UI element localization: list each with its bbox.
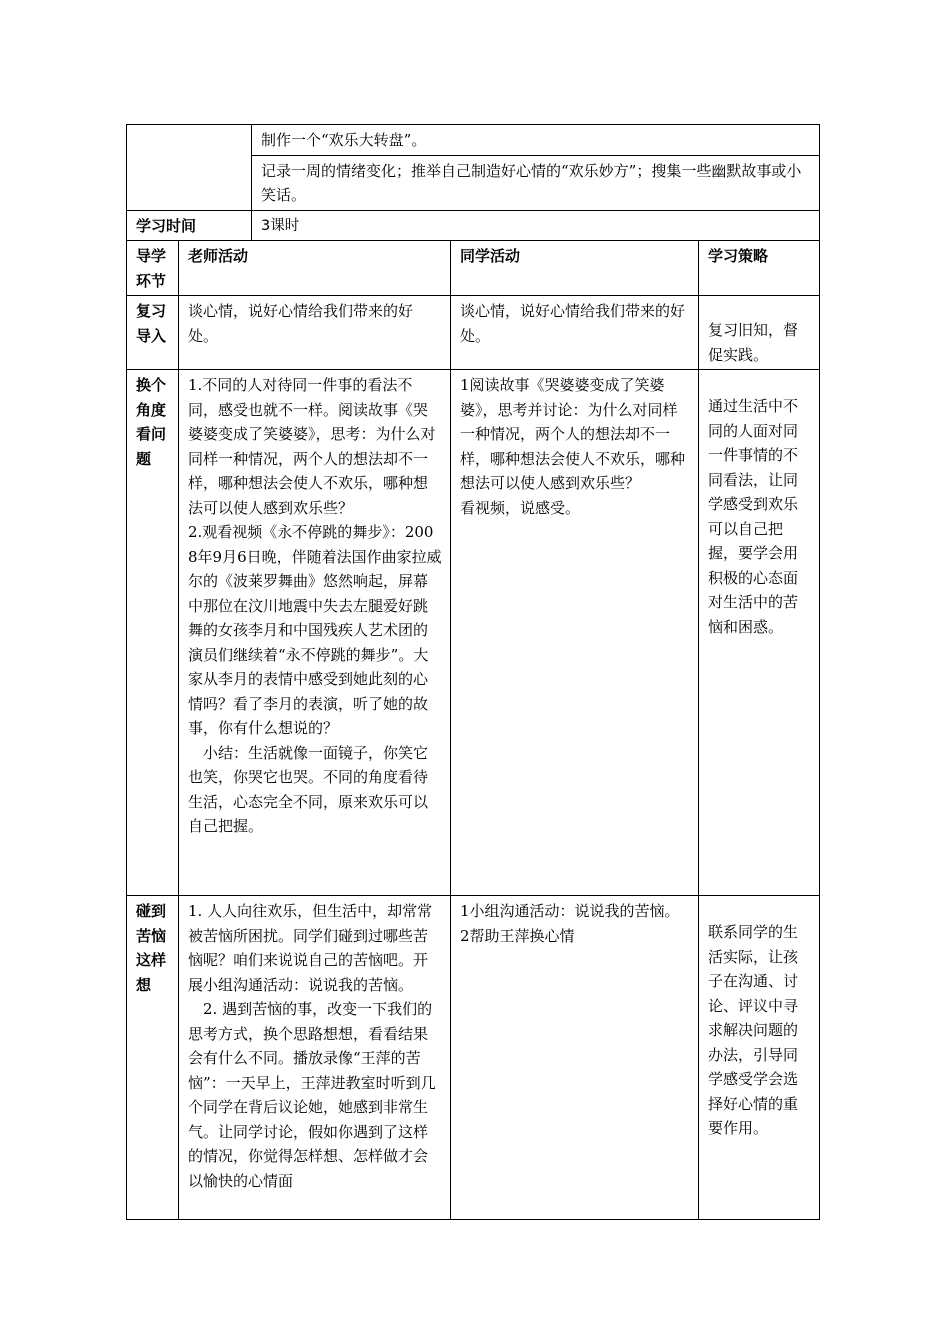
prep-activity-row	[127, 125, 820, 156]
teacher-paragraph: 小结：生活就像一面镜子，你笑它也笑，你哭它也哭。不同的角度看待生活，心态完全不同，原来欢乐可以自己把握。	[188, 743, 429, 835]
strategy-cell	[699, 896, 820, 1220]
stage-cell: 换个角度看问题	[127, 370, 179, 896]
teacher-paragraph: 谈心情，说好心情给我们带来的好处。	[188, 302, 414, 345]
teacher-paragraph: 1.不同的人对待同一件事的看法不同，感受也就不一样。阅读故事《哭婆婆变成了笑婆婆》，思考：为什么对同样一种情况，两个人的想法却不一样，哪种想法会使人不欢乐，哪种想法可以使人感到欢乐些？	[188, 376, 436, 517]
student-activity-cell	[451, 896, 699, 1220]
prep-activity-cell	[252, 125, 820, 156]
strategy-cell	[699, 370, 820, 896]
prep-label-cell	[127, 125, 252, 211]
header-row	[127, 241, 820, 296]
section-row-review	[127, 296, 820, 370]
header-student: 同学活动	[451, 241, 699, 296]
lesson-plan-table	[126, 124, 820, 1220]
teacher-activity-cell	[179, 296, 451, 370]
strategy-text: 联系同学的生活实际，让孩子在沟通、讨论、评议中寻求解决问题的办法，引导同学感受学会选择好心情的重要作用。	[708, 923, 799, 1137]
section-row-perspective	[127, 370, 820, 896]
header-stage: 导学环节	[127, 241, 179, 296]
teacher-activity-cell	[179, 370, 451, 896]
section-row-worries	[127, 896, 820, 1220]
student-activity-cell	[451, 370, 699, 896]
student-activity-cell	[451, 296, 699, 370]
strategy-text: 通过生活中不同的人面对同一件事情的不同看法，让同学感受到欢乐可以自己把握，要学会用积极的心态面对生活中的苦恼和困惑。	[708, 397, 799, 636]
student-paragraph: 谈心情，说好心情给我们带来的好处。	[460, 302, 686, 345]
prep-activity-text: 制作一个“欢乐大转盘”。	[261, 131, 427, 149]
strategy-text: 复习旧知，督促实践。	[708, 321, 799, 364]
stage-cell: 碰到苦恼这样想	[127, 896, 179, 1220]
study-time-value: 3课时	[252, 210, 820, 241]
header-teacher: 老师活动	[179, 241, 451, 296]
teacher-paragraph: 2.观看视频《永不停跳的舞步》：2008年9月6日晚，伴随着法国作曲家拉威尔的《波莱罗舞曲》悠然响起，屏幕中那位在汶川地震中失去左腿爱好跳舞的女孩李月和中国残疾人艺术团的演员们继续着“永不停跳的舞步”。大家从李月的表情中感受到她此刻的心情吗？看了李月的表演，听了她的故事，你有什么想说的？	[188, 523, 442, 737]
study-time-label: 学习时间	[127, 210, 252, 241]
student-paragraph: 2帮助王萍换心情	[460, 926, 575, 945]
prep-record-cell	[252, 155, 820, 210]
prep-record-text: 记录一周的情绪变化；推举自己制造好心情的“欢乐妙方”；搜集一些幽默故事或小笑话。	[261, 161, 802, 204]
teacher-paragraph: 1. 人人向往欢乐，但生活中，却常常被苦恼所困扰。同学们碰到过哪些苦恼呢？咱们来说说自己的苦恼吧。开展小组沟通活动：说说我的苦恼。	[188, 902, 433, 994]
student-paragraph: 1阅读故事《哭婆婆变成了笑婆婆》，思考并讨论：为什么对同样一种情况，两个人的想法却不一样，哪种想法会使人不欢乐，哪种想法可以使人感到欢乐些？	[460, 376, 686, 492]
teacher-activity-cell	[179, 896, 451, 1220]
student-paragraph: 1小组沟通活动：说说我的苦恼。	[460, 902, 680, 920]
header-strategy: 学习策略	[699, 241, 820, 296]
strategy-cell	[699, 296, 820, 370]
student-paragraph: 看视频，说感受。	[460, 498, 581, 517]
stage-cell: 复习导入	[127, 296, 179, 370]
study-time-row	[127, 210, 820, 241]
teacher-paragraph: 2. 遇到苦恼的事，改变一下我们的思考方式，换个思路想想，看看结果会有什么不同。播放录像“王萍的苦恼”：一天早上，王萍进教室时听到几个同学在背后议论她，她感到非常生气。让同学讨论，假如你遇到了这样的情况，你觉得怎样想、怎样做才会以愉快的心情面	[188, 1000, 436, 1190]
